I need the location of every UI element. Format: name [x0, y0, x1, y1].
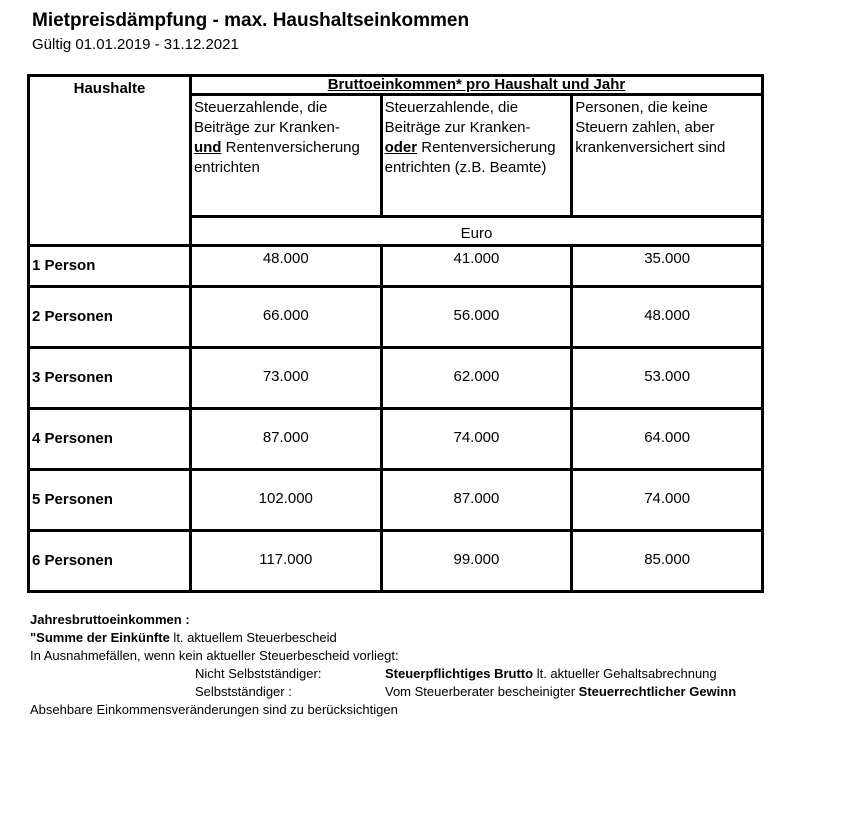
- household-size-label: 4 Personen: [29, 409, 191, 470]
- footnote-line: [30, 665, 717, 683]
- column-header-text: Personen, die keine Steuern zahlen, aber krankenversichert sind: [575, 99, 726, 156]
- income-value: 64.000: [572, 409, 763, 470]
- footnote-text: Vom Steuerberater bescheinigter: [385, 684, 579, 699]
- footnotes: [30, 611, 737, 719]
- table-row: [29, 470, 763, 531]
- validity-subtitle: Gültig 01.01.2019 - 31.12.2021: [32, 36, 239, 53]
- income-limits-table: [27, 74, 764, 593]
- footnote-label: Selbstständiger :: [195, 684, 292, 699]
- gross-income-header: Bruttoeinkommen* pro Haushalt und Jahr: [190, 76, 762, 95]
- income-value: 41.000: [381, 246, 572, 287]
- table-row: [29, 287, 763, 348]
- income-value: 74.000: [381, 409, 572, 470]
- income-value: 66.000: [190, 287, 381, 348]
- footnote-emphasis: "Summe der Einkünfte: [30, 630, 170, 645]
- household-size-label: 1 Person: [29, 246, 191, 287]
- footnote-heading: Jahresbruttoeinkommen :: [30, 612, 190, 627]
- footnote-line: [30, 629, 399, 647]
- footnote-text: lt. aktueller Gehaltsabrechnung: [533, 666, 717, 681]
- income-value: 87.000: [381, 470, 572, 531]
- income-value: 117.000: [190, 531, 381, 592]
- page-title: Mietpreisdämpfung - max. Haushaltseinkommen: [32, 10, 470, 31]
- income-value: 62.000: [381, 348, 572, 409]
- income-value: 102.000: [190, 470, 381, 531]
- column-header-text: Steuerzahlende, die Beiträge zur Kranken-: [384, 99, 531, 136]
- table-row: [29, 531, 763, 592]
- household-size-label: 6 Personen: [29, 531, 191, 592]
- income-value: 35.000: [572, 246, 763, 287]
- footnote-text: lt. aktuellem Steuerbescheid: [169, 630, 337, 645]
- column-header-no-taxes: [572, 95, 763, 217]
- column-header-either-insurance: [381, 95, 572, 217]
- column-header-emphasis: oder: [384, 139, 418, 156]
- income-value: 48.000: [190, 246, 381, 287]
- income-value: 56.000: [381, 287, 572, 348]
- footnote-text: [385, 665, 717, 683]
- income-value: 99.000: [381, 531, 572, 592]
- income-value: 85.000: [572, 531, 763, 592]
- household-size-label: 3 Personen: [29, 348, 191, 409]
- footnote-line: [30, 683, 737, 701]
- households-header: Haushalte: [29, 76, 191, 246]
- footnote-label: Nicht Selbstständiger:: [195, 666, 322, 681]
- income-value: 48.000: [572, 287, 763, 348]
- household-size-label: 2 Personen: [29, 287, 191, 348]
- column-header-emphasis: und: [193, 139, 222, 156]
- income-value: 73.000: [190, 348, 381, 409]
- column-header-text: Steuerzahlende, die Beiträge zur Kranken-: [193, 99, 340, 136]
- currency-unit-label: Euro: [190, 217, 762, 246]
- footnote-text: [385, 683, 736, 701]
- household-size-label: 5 Personen: [29, 470, 191, 531]
- column-header-text: Rentenversicherung entrichten (z.B. Beamte): [384, 139, 556, 176]
- footnote-emphasis: Steuerpflichtiges Brutto: [385, 666, 534, 681]
- column-header-both-insurances: [190, 95, 381, 217]
- income-value: 74.000: [572, 470, 763, 531]
- footnote-line: Absehbare Einkommensveränderungen sind zu berücksichtigen: [30, 702, 398, 717]
- column-header-text: Rentenversicherung entrichten: [193, 139, 360, 176]
- table-row: [29, 409, 763, 470]
- income-value: 87.000: [190, 409, 381, 470]
- income-value: 53.000: [572, 348, 763, 409]
- table-row: [29, 348, 763, 409]
- table-row: [29, 246, 763, 287]
- footnote-emphasis: Steuerrechtlicher Gewinn: [578, 684, 737, 699]
- footnote-line: In Ausnahmefällen, wenn kein aktueller Steuerbescheid vorliegt:: [30, 648, 399, 663]
